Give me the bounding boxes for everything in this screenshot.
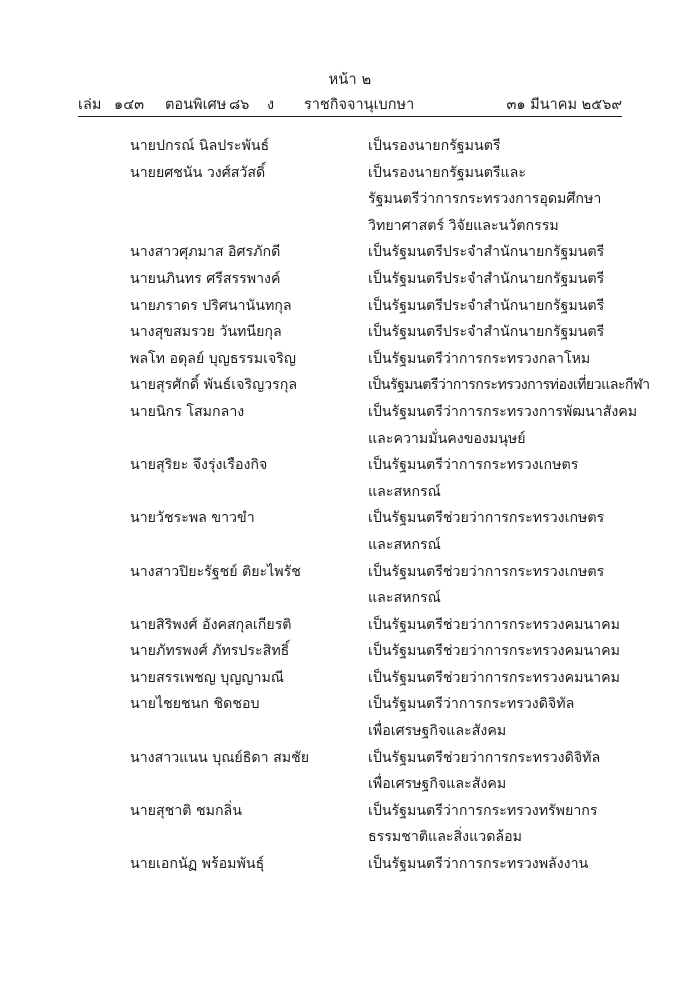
volume-label: เล่ม xyxy=(78,97,102,113)
appointed-position: เป็นรัฐมนตรีประจำสำนักนายกรัฐมนตรี xyxy=(368,244,605,261)
volume-number: ๑๔๓ xyxy=(114,97,145,113)
issue-label: ตอนพิเศษ xyxy=(165,97,227,113)
page-number: หน้า ๒ xyxy=(328,72,372,88)
appointed-position: เป็นรัฐมนตรีว่าการกระทรวงการท่องเที่ยวและกีฬา xyxy=(368,377,650,394)
list-item xyxy=(0,612,700,639)
gazette-title: ราชกิจจานุเบกษา xyxy=(304,97,415,113)
appointed-position: เป็นรัฐมนตรีช่วยว่าการกระทรวงคมนาคม xyxy=(368,669,620,686)
gazette-header xyxy=(78,93,622,113)
appointee-name: นายวัชระพล ขาวขำ xyxy=(130,510,255,527)
appointed-position: ธรรมชาติและสิ่งแวดล้อม xyxy=(368,829,522,846)
list-item xyxy=(0,718,700,745)
appointed-position: เป็นรัฐมนตรีว่าการกระทรวงกลาโหม xyxy=(368,350,591,367)
appointed-position: และสหกรณ์ xyxy=(368,590,441,607)
appointed-position: เป็นรัฐมนตรีว่าการกระทรวงทรัพยากร xyxy=(368,802,598,819)
appointed-position: เป็นรัฐมนตรีว่าการกระทรวงเกษตร xyxy=(368,457,579,474)
issue-number: ๘๖ xyxy=(229,97,250,113)
list-item xyxy=(0,372,700,399)
list-item xyxy=(0,293,700,320)
list-item xyxy=(0,452,700,479)
header-divider xyxy=(78,116,622,117)
appointee-name: นายสิริพงศ์ อังคสกุลเกียรติ xyxy=(130,616,292,633)
appointed-position: และความมั่นคงของมนุษย์ xyxy=(368,430,526,447)
appointee-name: นางสาวแนน บุณย์ธิดา สมชัย xyxy=(130,749,310,766)
appointed-position: เป็นรองนายกรัฐมนตรีและ xyxy=(368,164,526,181)
list-item xyxy=(0,399,700,426)
appointed-position: เป็นรัฐมนตรีประจำสำนักนายกรัฐมนตรี xyxy=(368,324,605,341)
list-item xyxy=(0,559,700,586)
appointee-name: นางสาวศุภมาส อิศรภักดี xyxy=(130,244,281,261)
list-item xyxy=(0,346,700,373)
list-item xyxy=(0,691,700,718)
list-item xyxy=(0,266,700,293)
appointed-position: เป็นรองนายกรัฐมนตรี xyxy=(368,138,501,154)
list-item xyxy=(0,745,700,772)
list-item xyxy=(0,824,700,851)
list-item xyxy=(0,426,700,453)
list-item xyxy=(0,665,700,692)
appointee-name: นายนิกร โสมกลาง xyxy=(130,403,245,420)
appointee-name: นายเอกนัฏ พร้อมพันธุ์ xyxy=(130,856,265,873)
list-item xyxy=(0,771,700,798)
appointed-position: เป็นรัฐมนตรีช่วยว่าการกระทรวงคมนาคม xyxy=(368,643,620,660)
appointed-position: เป็นรัฐมนตรีว่าการกระทรวงการพัฒนาสังคม xyxy=(368,403,638,420)
list-item xyxy=(0,851,700,878)
list-item xyxy=(0,213,700,240)
appointee-name: พลโท อดุลย์ บุญธรรมเจริญ xyxy=(130,350,296,367)
appointed-position: เป็นรัฐมนตรีช่วยว่าการกระทรวงเกษตร xyxy=(368,510,605,527)
list-item xyxy=(0,532,700,559)
appointee-name: นายยศชนัน วงศ์สวัสดิ์ xyxy=(130,164,266,181)
list-item xyxy=(0,479,700,506)
appointee-name: นายสรรเพชญ บุญญามณี xyxy=(130,669,284,686)
appointed-position: เป็นรัฐมนตรีประจำสำนักนายกรัฐมนตรี xyxy=(368,270,605,287)
list-item xyxy=(0,186,700,213)
appointed-position: เป็นรัฐมนตรีช่วยว่าการกระทรวงเกษตร xyxy=(368,563,605,580)
appointee-name: นายภราดร ปริศนานันทกุล xyxy=(130,297,292,314)
appointee-name: นายไชยชนก ชิดชอบ xyxy=(130,696,260,713)
list-item xyxy=(0,160,700,187)
list-item xyxy=(0,638,700,665)
appointed-position: เพื่อเศรษฐกิจและสังคม xyxy=(368,776,507,793)
appointed-position: เป็นรัฐมนตรีประจำสำนักนายกรัฐมนตรี xyxy=(368,297,605,314)
appointee-name: นายปกรณ์ นิลประพันธ์ xyxy=(130,138,270,154)
appointed-position: เป็นรัฐมนตรีว่าการกระทรวงดิจิทัล xyxy=(368,696,575,713)
appointed-position: เพื่อเศรษฐกิจและสังคม xyxy=(368,723,507,740)
list-item xyxy=(0,798,700,825)
list-item xyxy=(0,505,700,532)
section-letter: ง xyxy=(267,97,275,113)
publication-date: ๓๑ มีนาคม ๒๕๖๙ xyxy=(506,97,622,113)
list-item xyxy=(0,585,700,612)
appointee-name: นายสุริยะ จึงรุ่งเรืองกิจ xyxy=(130,457,268,474)
appointed-position: เป็นรัฐมนตรีช่วยว่าการกระทรวงดิจิทัล xyxy=(368,749,601,766)
list-item xyxy=(0,239,700,266)
appointed-position: เป็นรัฐมนตรีว่าการกระทรวงพลังงาน xyxy=(368,856,589,873)
appointee-name: นางสุขสมรวย วันทนียกุล xyxy=(130,324,282,341)
appointee-name: นายภัทรพงศ์ ภัทรประสิทธิ์ xyxy=(130,643,290,660)
list-item xyxy=(0,133,700,160)
list-item xyxy=(0,319,700,346)
appointee-name: นางสาวปิยะรัฐชย์ ติยะไพรัช xyxy=(130,563,301,580)
appointee-name: นายนภินทร ศรีสรรพางค์ xyxy=(130,270,281,287)
appointed-position: วิทยาศาสตร์ วิจัยและนวัตกรรม xyxy=(368,217,559,234)
appointed-position: และสหกรณ์ xyxy=(368,483,441,500)
appointee-name: นายสุรศักดิ์ พันธ์เจริญวรกุล xyxy=(130,377,298,394)
appointee-name: นายสุชาติ ชมกลิ่น xyxy=(130,802,242,819)
appointment-list xyxy=(0,133,700,878)
appointed-position: รัฐมนตรีว่าการกระทรวงการอุดมศึกษา xyxy=(368,191,602,208)
appointed-position: และสหกรณ์ xyxy=(368,536,441,553)
appointed-position: เป็นรัฐมนตรีช่วยว่าการกระทรวงคมนาคม xyxy=(368,616,620,633)
